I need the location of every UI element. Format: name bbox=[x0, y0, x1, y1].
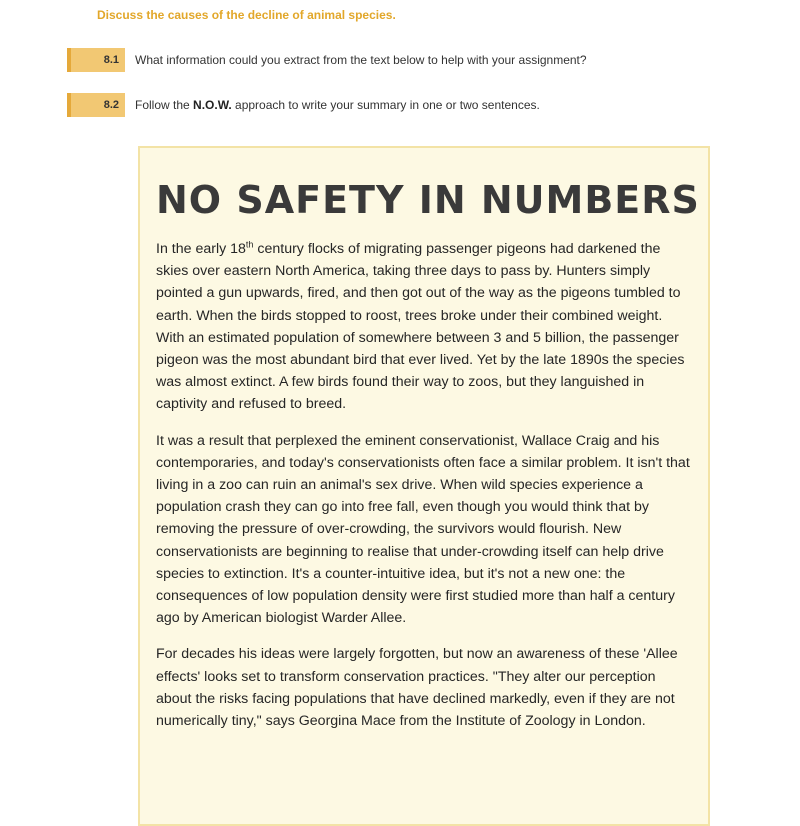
assignment-prompt: Discuss the causes of the decline of animal species. bbox=[97, 8, 396, 22]
task-instruction: What information could you extract from the text below to help with your assignment? bbox=[135, 53, 587, 67]
task-number: 8.1 bbox=[103, 54, 119, 66]
task-number: 8.2 bbox=[103, 99, 119, 111]
task-instruction: Follow the N.O.W. approach to write your summary in one or two sentences. bbox=[135, 98, 540, 112]
task-number-tab bbox=[67, 48, 125, 72]
article-body bbox=[156, 238, 692, 746]
article-headline: NO SAFETY IN NUMBERS bbox=[156, 178, 700, 222]
task-8-2 bbox=[67, 93, 707, 117]
article-paragraph-2: It was a result that perplexed the eminent conservationist, Wallace Craig and his contemporaries, and today's conservationists often face a similar problem. It isn't that living in a zoo can ruin an animal's sex drive. When wild species experience a population crash they can go into free fall, even though you would think that by removing the pressure of over-crowding, the survivors would flourish. New conservationists are beginning to realise that under-crowding itself can help drive species to extinction. It's a counter-intuitive idea, but it's not a new one: the consequences of low population density were first studied more than half a century ago by American biologist Warder Allee. bbox=[156, 432, 690, 627]
article-paragraph-1: In the early 18th century flocks of migrating passenger pigeons had darkened the skies over eastern North America, taking three days to pass by. Hunters simply pointed a gun upwards, fired, and then got out of the way as the pigeons tumbled to earth. When the birds stopped to roost, trees broke under their combined weight. With an estimated population of somewhere between 3 and 5 billion, the passenger pigeon was the most abundant bird that ever lived. Yet by the late 1890s the species was almost extinct. A few birds found their way to zoos, but they languished in captivity and refused to breed. bbox=[156, 239, 685, 413]
task-8-1 bbox=[67, 48, 707, 72]
now-approach-term: N.O.W. bbox=[193, 98, 232, 112]
task-number-tab bbox=[67, 93, 125, 117]
article-paragraph-3: For decades his ideas were largely forgotten, but now an awareness of these 'Allee effects' looks set to transform conservation practices. "They alter our perception about the risks facing populations that have declined markedly, even if they are not numerically tiny," says Georgina Mace from the Institute of Zoology in London. bbox=[156, 646, 678, 730]
